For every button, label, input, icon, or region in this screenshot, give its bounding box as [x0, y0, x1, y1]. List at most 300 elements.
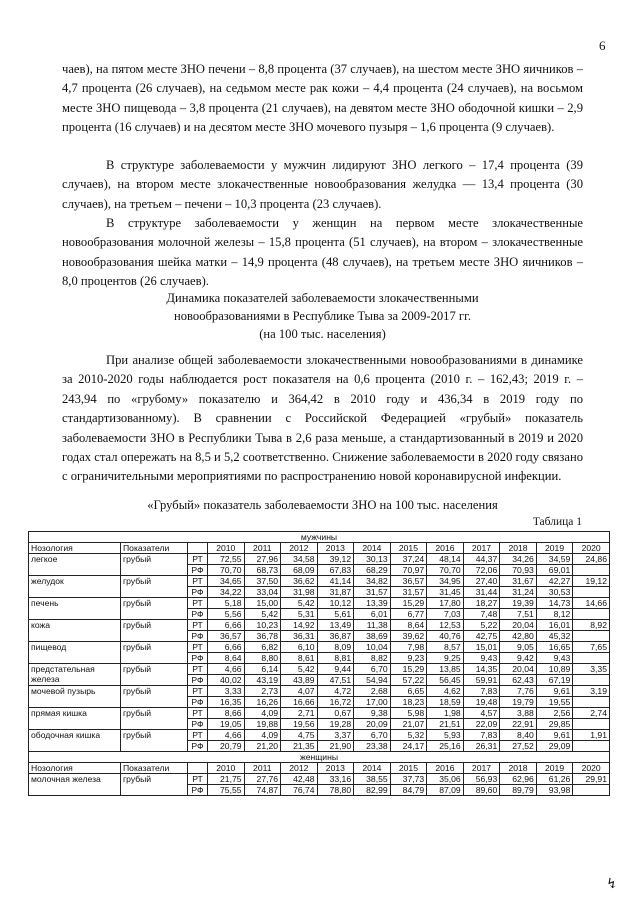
value-cell: 5,61 [317, 609, 354, 620]
value-cell: 9,25 [427, 653, 464, 664]
column-header-indicators: Показатели [121, 543, 188, 554]
value-cell: 3,33 [208, 686, 245, 697]
value-cell: 89,79 [500, 785, 537, 796]
column-header-indicators: Показатели [121, 763, 188, 774]
table-section-row [29, 752, 610, 763]
value-cell: 70,70 [427, 565, 464, 576]
value-cell: 21,75 [208, 774, 245, 785]
value-cell: 70,93 [500, 565, 537, 576]
value-cell: 78,80 [317, 785, 354, 796]
value-cell: 26,31 [463, 741, 500, 752]
column-header-year: 2020 [573, 763, 610, 774]
table-header-row [29, 763, 610, 774]
value-cell: 34,58 [281, 554, 318, 565]
value-cell: 8,82 [354, 653, 391, 664]
value-cell: 72,06 [463, 565, 500, 576]
value-cell: 8,66 [208, 708, 245, 719]
value-cell: 45,32 [536, 631, 573, 642]
table-row [29, 620, 610, 631]
value-cell: 62,96 [500, 774, 537, 785]
value-cell: 4,09 [244, 730, 281, 741]
value-cell: 7,83 [463, 686, 500, 697]
value-cell: 4,66 [208, 664, 245, 675]
table-row [29, 664, 610, 675]
value-cell: 20,04 [500, 664, 537, 675]
value-cell: 4,09 [244, 708, 281, 719]
value-cell: 27,52 [500, 741, 537, 752]
value-cell: 3,37 [317, 730, 354, 741]
value-cell: 34,59 [536, 554, 573, 565]
value-cell: 6,01 [354, 609, 391, 620]
value-cell: 67,83 [317, 565, 354, 576]
value-cell: 54,94 [354, 675, 391, 686]
value-cell: 8,92 [573, 620, 610, 631]
value-cell: 6,77 [390, 609, 427, 620]
indicator-name: грубый [121, 664, 188, 686]
region-label-rt: РТ [188, 642, 208, 653]
value-cell: 19,48 [463, 697, 500, 708]
value-cell: 38,55 [354, 774, 391, 785]
value-cell: 9,38 [354, 708, 391, 719]
value-cell: 24,86 [573, 554, 610, 565]
value-cell: 40,76 [427, 631, 464, 642]
value-cell: 14,66 [573, 598, 610, 609]
value-cell [573, 719, 610, 730]
value-cell: 12,53 [427, 620, 464, 631]
region-label-rf: РФ [188, 609, 208, 620]
value-cell: 5,32 [390, 730, 427, 741]
heading-line-1: Динамика показателей заболеваемости злокачественными [166, 291, 479, 305]
value-cell: 19,55 [536, 697, 573, 708]
column-header-year: 2015 [390, 763, 427, 774]
value-cell: 36,62 [281, 576, 318, 587]
nosology-name: пищевод [29, 642, 121, 664]
region-label-rf: РФ [188, 675, 208, 686]
value-cell: 31,44 [463, 587, 500, 598]
column-header-year: 2013 [317, 543, 354, 554]
value-cell: 5,18 [208, 598, 245, 609]
table-row [29, 554, 610, 565]
value-cell: 7,98 [390, 642, 427, 653]
value-cell: 43,89 [281, 675, 318, 686]
value-cell: 9,61 [536, 686, 573, 697]
value-cell: 21,51 [427, 719, 464, 730]
column-header-nosology: Нозология [29, 763, 121, 774]
table-caption: «Грубый» показатель заболеваемости ЗНО на 100 тыс. населения [147, 498, 498, 512]
value-cell: 6,70 [354, 664, 391, 675]
value-cell: 14,73 [536, 598, 573, 609]
indicator-name: грубый [121, 620, 188, 642]
table-section-row [29, 532, 610, 543]
table-row [29, 642, 610, 653]
value-cell: 17,80 [427, 598, 464, 609]
value-cell: 10,12 [317, 598, 354, 609]
value-cell: 19,56 [281, 719, 318, 730]
value-cell: 7,65 [573, 642, 610, 653]
value-cell: 31,24 [500, 587, 537, 598]
value-cell: 4,75 [281, 730, 318, 741]
value-cell: 13,49 [317, 620, 354, 631]
value-cell: 36,87 [317, 631, 354, 642]
indicator-name: грубый [121, 730, 188, 752]
value-cell: 84,79 [390, 785, 427, 796]
corner-mark: ↯ [606, 877, 618, 892]
value-cell: 21,35 [281, 741, 318, 752]
value-cell: 9,43 [536, 653, 573, 664]
value-cell: 2,56 [536, 708, 573, 719]
table-section-label: мужчины [29, 532, 610, 543]
value-cell: 9,43 [463, 653, 500, 664]
value-cell: 21,20 [244, 741, 281, 752]
value-cell [573, 741, 610, 752]
value-cell: 15,00 [244, 598, 281, 609]
value-cell: 23,38 [354, 741, 391, 752]
region-label-rf: РФ [188, 697, 208, 708]
heading-line-2: новообразованиями в Республике Тыва за 2009-2017 гг. [174, 309, 471, 323]
value-cell: 22,09 [463, 719, 500, 730]
value-cell: 2,74 [573, 708, 610, 719]
value-cell: 9,44 [317, 664, 354, 675]
value-cell: 36,78 [244, 631, 281, 642]
value-cell: 16,72 [317, 697, 354, 708]
value-cell: 8,81 [317, 653, 354, 664]
value-cell [573, 565, 610, 576]
value-cell: 16,66 [281, 697, 318, 708]
value-cell: 20,04 [500, 620, 537, 631]
value-cell [573, 653, 610, 664]
column-header-year: 2011 [244, 763, 281, 774]
value-cell: 87,09 [427, 785, 464, 796]
value-cell: 3,88 [500, 708, 537, 719]
value-cell [573, 785, 610, 796]
region-label-rt: РТ [188, 576, 208, 587]
value-cell: 6,66 [208, 620, 245, 631]
value-cell: 56,93 [463, 774, 500, 785]
value-cell: 33,16 [317, 774, 354, 785]
value-cell: 48,14 [427, 554, 464, 565]
value-cell: 1,98 [427, 708, 464, 719]
value-cell: 1,91 [573, 730, 610, 741]
indicator-name: грубый [121, 576, 188, 598]
value-cell: 42,75 [463, 631, 500, 642]
value-cell: 42,48 [281, 774, 318, 785]
value-cell: 41,14 [317, 576, 354, 587]
value-cell: 10,23 [244, 620, 281, 631]
value-cell: 6,65 [390, 686, 427, 697]
value-cell: 34,82 [354, 576, 391, 587]
value-cell: 27,96 [244, 554, 281, 565]
region-label-rf: РФ [188, 631, 208, 642]
value-cell: 0,67 [317, 708, 354, 719]
value-cell: 20,79 [208, 741, 245, 752]
value-cell: 30,53 [536, 587, 573, 598]
value-cell: 59,91 [463, 675, 500, 686]
column-header-year: 2014 [354, 543, 391, 554]
column-header-year: 2010 [208, 543, 245, 554]
value-cell: 6,14 [244, 664, 281, 675]
table-row [29, 730, 610, 741]
value-cell: 37,24 [390, 554, 427, 565]
value-cell: 8,64 [208, 653, 245, 664]
value-cell: 20,09 [354, 719, 391, 730]
column-header-year: 2012 [281, 543, 318, 554]
value-cell: 67,19 [536, 675, 573, 686]
region-label-rt: РТ [188, 686, 208, 697]
value-cell: 69,01 [536, 565, 573, 576]
column-header-year: 2019 [536, 543, 573, 554]
paragraph-3: В структуре заболеваемости у женщин на первом месте злокачественные новообразования молочной железы – 15,8 процента (51 случаев), на втором – злокачественные новообразования шейка матки – 14,9 процента (48 случаев), на третьем месте ЗНО яичников – 8,0 процентов (26 случаев). [62, 216, 583, 289]
column-header-year: 2011 [244, 543, 281, 554]
value-cell: 8,80 [244, 653, 281, 664]
value-cell: 74,87 [244, 785, 281, 796]
value-cell: 19,79 [500, 697, 537, 708]
value-cell: 72,55 [208, 554, 245, 565]
value-cell [573, 697, 610, 708]
value-cell: 27,76 [244, 774, 281, 785]
paragraph-4: При анализе общей заболеваемости злокачественными новообразованиями в динамике за 2010-2020 годы наблюдается рост показателя на 0,6 процента (2010 г. – 162,43; 2019 г. – 243,94 по «грубому» показателю и 364,42 в 2010 году и 436,34 в 2019 году по стандартизованному). В сравнении с Российской Федерацией «грубый» показатель заболеваемости ЗНО в Республики Тыва в 2,6 раза меньше, а стандартизованный в 2019 и 2020 годах стал опережать на 8,5 и 5,2 соответственно. Снижение заболеваемости в 2020 году связано с ограничительными мероприятиями по распространению новой коронавирусной инфекции. [62, 353, 583, 484]
value-cell: 21,07 [390, 719, 427, 730]
nosology-name: предстательная железа [29, 664, 121, 686]
value-cell: 42,27 [536, 576, 573, 587]
column-header-year: 2016 [427, 543, 464, 554]
value-cell [573, 675, 610, 686]
value-cell: 36,57 [390, 576, 427, 587]
value-cell: 56,45 [427, 675, 464, 686]
column-header-year: 2010 [208, 763, 245, 774]
region-label-rt: РТ [188, 708, 208, 719]
value-cell: 8,09 [317, 642, 354, 653]
nosology-name: легкое [29, 554, 121, 576]
value-cell: 7,83 [463, 730, 500, 741]
value-cell: 4,07 [281, 686, 318, 697]
value-cell: 19,05 [208, 719, 245, 730]
value-cell: 68,73 [244, 565, 281, 576]
value-cell: 40,02 [208, 675, 245, 686]
section-heading [62, 289, 583, 343]
value-cell: 5,31 [281, 609, 318, 620]
value-cell [573, 631, 610, 642]
table-row [29, 598, 610, 609]
region-label-rf: РФ [188, 565, 208, 576]
value-cell: 34,26 [500, 554, 537, 565]
value-cell: 2,73 [244, 686, 281, 697]
value-cell: 7,48 [463, 609, 500, 620]
value-cell: 37,73 [390, 774, 427, 785]
region-label-rf: РФ [188, 719, 208, 730]
table-row [29, 774, 610, 785]
value-cell: 3,35 [573, 664, 610, 675]
nosology-name: прямая кишка [29, 708, 121, 730]
value-cell: 70,70 [208, 565, 245, 576]
value-cell: 82,99 [354, 785, 391, 796]
nosology-name: печень [29, 598, 121, 620]
value-cell: 42,80 [500, 631, 537, 642]
indicator-name: грубый [121, 554, 188, 576]
table-number: Таблица 1 [532, 516, 582, 528]
value-cell: 5,22 [463, 620, 500, 631]
value-cell: 8,12 [536, 609, 573, 620]
value-cell: 9,61 [536, 730, 573, 741]
page-number: 6 [599, 38, 606, 53]
value-cell: 5,93 [427, 730, 464, 741]
value-cell: 10,04 [354, 642, 391, 653]
value-cell: 5,42 [281, 664, 318, 675]
value-cell: 6,82 [244, 642, 281, 653]
region-label-rt: РТ [188, 598, 208, 609]
value-cell: 89,60 [463, 785, 500, 796]
value-cell: 18,23 [390, 697, 427, 708]
value-cell: 5,42 [244, 609, 281, 620]
value-cell: 18,59 [427, 697, 464, 708]
value-cell: 61,26 [536, 774, 573, 785]
value-cell: 29,09 [536, 741, 573, 752]
region-label-rt: РТ [188, 774, 208, 785]
paragraph-2: В структуре заболеваемости у мужчин лидируют ЗНО легкого – 17,4 процента (39 случаев), на втором месте злокачественные новообразования желудка — 13,4 процента (30 случаев), на третьем – печени – 10,3 процента (23 случаев). [62, 158, 583, 211]
value-cell: 44,37 [463, 554, 500, 565]
value-cell: 34,65 [208, 576, 245, 587]
value-cell: 16,01 [536, 620, 573, 631]
value-cell: 33,04 [244, 587, 281, 598]
value-cell: 29,85 [536, 719, 573, 730]
value-cell: 75,55 [208, 785, 245, 796]
value-cell: 4,72 [317, 686, 354, 697]
column-header-year: 2016 [427, 763, 464, 774]
value-cell: 31,87 [317, 587, 354, 598]
value-cell: 25,16 [427, 741, 464, 752]
indicator-name: грубый [121, 642, 188, 664]
value-cell: 31,98 [281, 587, 318, 598]
table-section-label: женщины [29, 752, 610, 763]
value-cell: 76,74 [281, 785, 318, 796]
region-label-rf: РФ [188, 785, 208, 796]
value-cell: 18,27 [463, 598, 500, 609]
value-cell: 17,00 [354, 697, 391, 708]
column-header-year: 2017 [463, 543, 500, 554]
value-cell: 47,51 [317, 675, 354, 686]
value-cell: 6,10 [281, 642, 318, 653]
value-cell: 30,13 [354, 554, 391, 565]
paragraph-1: чаев), на пятом месте ЗНО печени – 8,8 процента (37 случаев), на шестом месте ЗНО яичников – 4,7 процента (26 случаев), на седьмом месте рак кожи – 4,4 процента (24 случаев), на восьмом месте ЗНО пищевода – 3,8 процента (21 случаев), на девятом месте ЗНО ободочной кишки – 2,9 процента (16 случаев) и на десятом месте ЗНО мочевого пузыря – 1,6 процента (9 случаев). [62, 62, 583, 135]
value-cell: 11,38 [354, 620, 391, 631]
value-cell: 43,19 [244, 675, 281, 686]
value-cell: 2,71 [281, 708, 318, 719]
table-header-row [29, 543, 610, 554]
value-cell [573, 587, 610, 598]
region-label-rt: РТ [188, 664, 208, 675]
value-cell: 4,57 [463, 708, 500, 719]
value-cell: 22,91 [500, 719, 537, 730]
column-header-year: 2015 [390, 543, 427, 554]
column-header-year: 2019 [536, 763, 573, 774]
value-cell: 57,22 [390, 675, 427, 686]
value-cell: 10,89 [536, 664, 573, 675]
value-cell: 37,50 [244, 576, 281, 587]
value-cell: 19,28 [317, 719, 354, 730]
value-cell: 36,57 [208, 631, 245, 642]
column-header-year: 2013 [317, 763, 354, 774]
nosology-name: молочная железа [29, 774, 121, 796]
value-cell [573, 609, 610, 620]
value-cell: 16,35 [208, 697, 245, 708]
value-cell: 15,01 [463, 642, 500, 653]
column-header-nosology: Нозология [29, 543, 121, 554]
column-header-region [188, 543, 208, 554]
value-cell: 7,51 [500, 609, 537, 620]
column-header-year: 2020 [573, 543, 610, 554]
value-cell: 8,64 [390, 620, 427, 631]
value-cell: 34,22 [208, 587, 245, 598]
value-cell: 68,29 [354, 565, 391, 576]
value-cell: 38,69 [354, 631, 391, 642]
value-cell: 5,56 [208, 609, 245, 620]
value-cell: 19,39 [500, 598, 537, 609]
nosology-name: кожа [29, 620, 121, 642]
value-cell: 8,40 [500, 730, 537, 741]
value-cell: 5,98 [390, 708, 427, 719]
column-header-region [188, 763, 208, 774]
value-cell: 31,57 [354, 587, 391, 598]
region-label-rt: РТ [188, 554, 208, 565]
value-cell: 6,70 [354, 730, 391, 741]
value-cell: 2,68 [354, 686, 391, 697]
value-cell: 29,91 [573, 774, 610, 785]
heading-line-3: (на 100 тыс. населения) [259, 327, 386, 341]
value-cell: 24,17 [390, 741, 427, 752]
region-label-rt: РТ [188, 730, 208, 741]
value-cell: 16,26 [244, 697, 281, 708]
indicator-name: грубый [121, 598, 188, 620]
value-cell: 4,66 [208, 730, 245, 741]
value-cell: 27,40 [463, 576, 500, 587]
value-cell: 14,92 [281, 620, 318, 631]
column-header-year: 2012 [281, 763, 318, 774]
value-cell: 31,67 [500, 576, 537, 587]
value-cell: 39,12 [317, 554, 354, 565]
column-header-year: 2014 [354, 763, 391, 774]
column-header-year: 2017 [463, 763, 500, 774]
value-cell: 5,42 [281, 598, 318, 609]
column-header-year: 2018 [500, 543, 537, 554]
value-cell: 7,76 [500, 686, 537, 697]
column-header-year: 2018 [500, 763, 537, 774]
value-cell: 14,35 [463, 664, 500, 675]
indicator-name: грубый [121, 686, 188, 708]
value-cell: 35,06 [427, 774, 464, 785]
nosology-name: ободочная кишка [29, 730, 121, 752]
table-row [29, 576, 610, 587]
value-cell: 21,90 [317, 741, 354, 752]
value-cell: 4,62 [427, 686, 464, 697]
value-cell: 70,97 [390, 565, 427, 576]
region-label-rf: РФ [188, 587, 208, 598]
value-cell: 13,85 [427, 664, 464, 675]
value-cell: 8,57 [427, 642, 464, 653]
value-cell: 13,39 [354, 598, 391, 609]
indicator-name: грубый [121, 708, 188, 730]
value-cell: 8,61 [281, 653, 318, 664]
value-cell: 62,43 [500, 675, 537, 686]
value-cell: 36,31 [281, 631, 318, 642]
table-row [29, 686, 610, 697]
value-cell: 15,29 [390, 598, 427, 609]
value-cell: 19,12 [573, 576, 610, 587]
region-label-rt: РТ [188, 620, 208, 631]
value-cell: 9,05 [500, 642, 537, 653]
value-cell: 31,57 [390, 587, 427, 598]
table-row [29, 708, 610, 719]
region-label-rf: РФ [188, 741, 208, 752]
value-cell: 15,29 [390, 664, 427, 675]
